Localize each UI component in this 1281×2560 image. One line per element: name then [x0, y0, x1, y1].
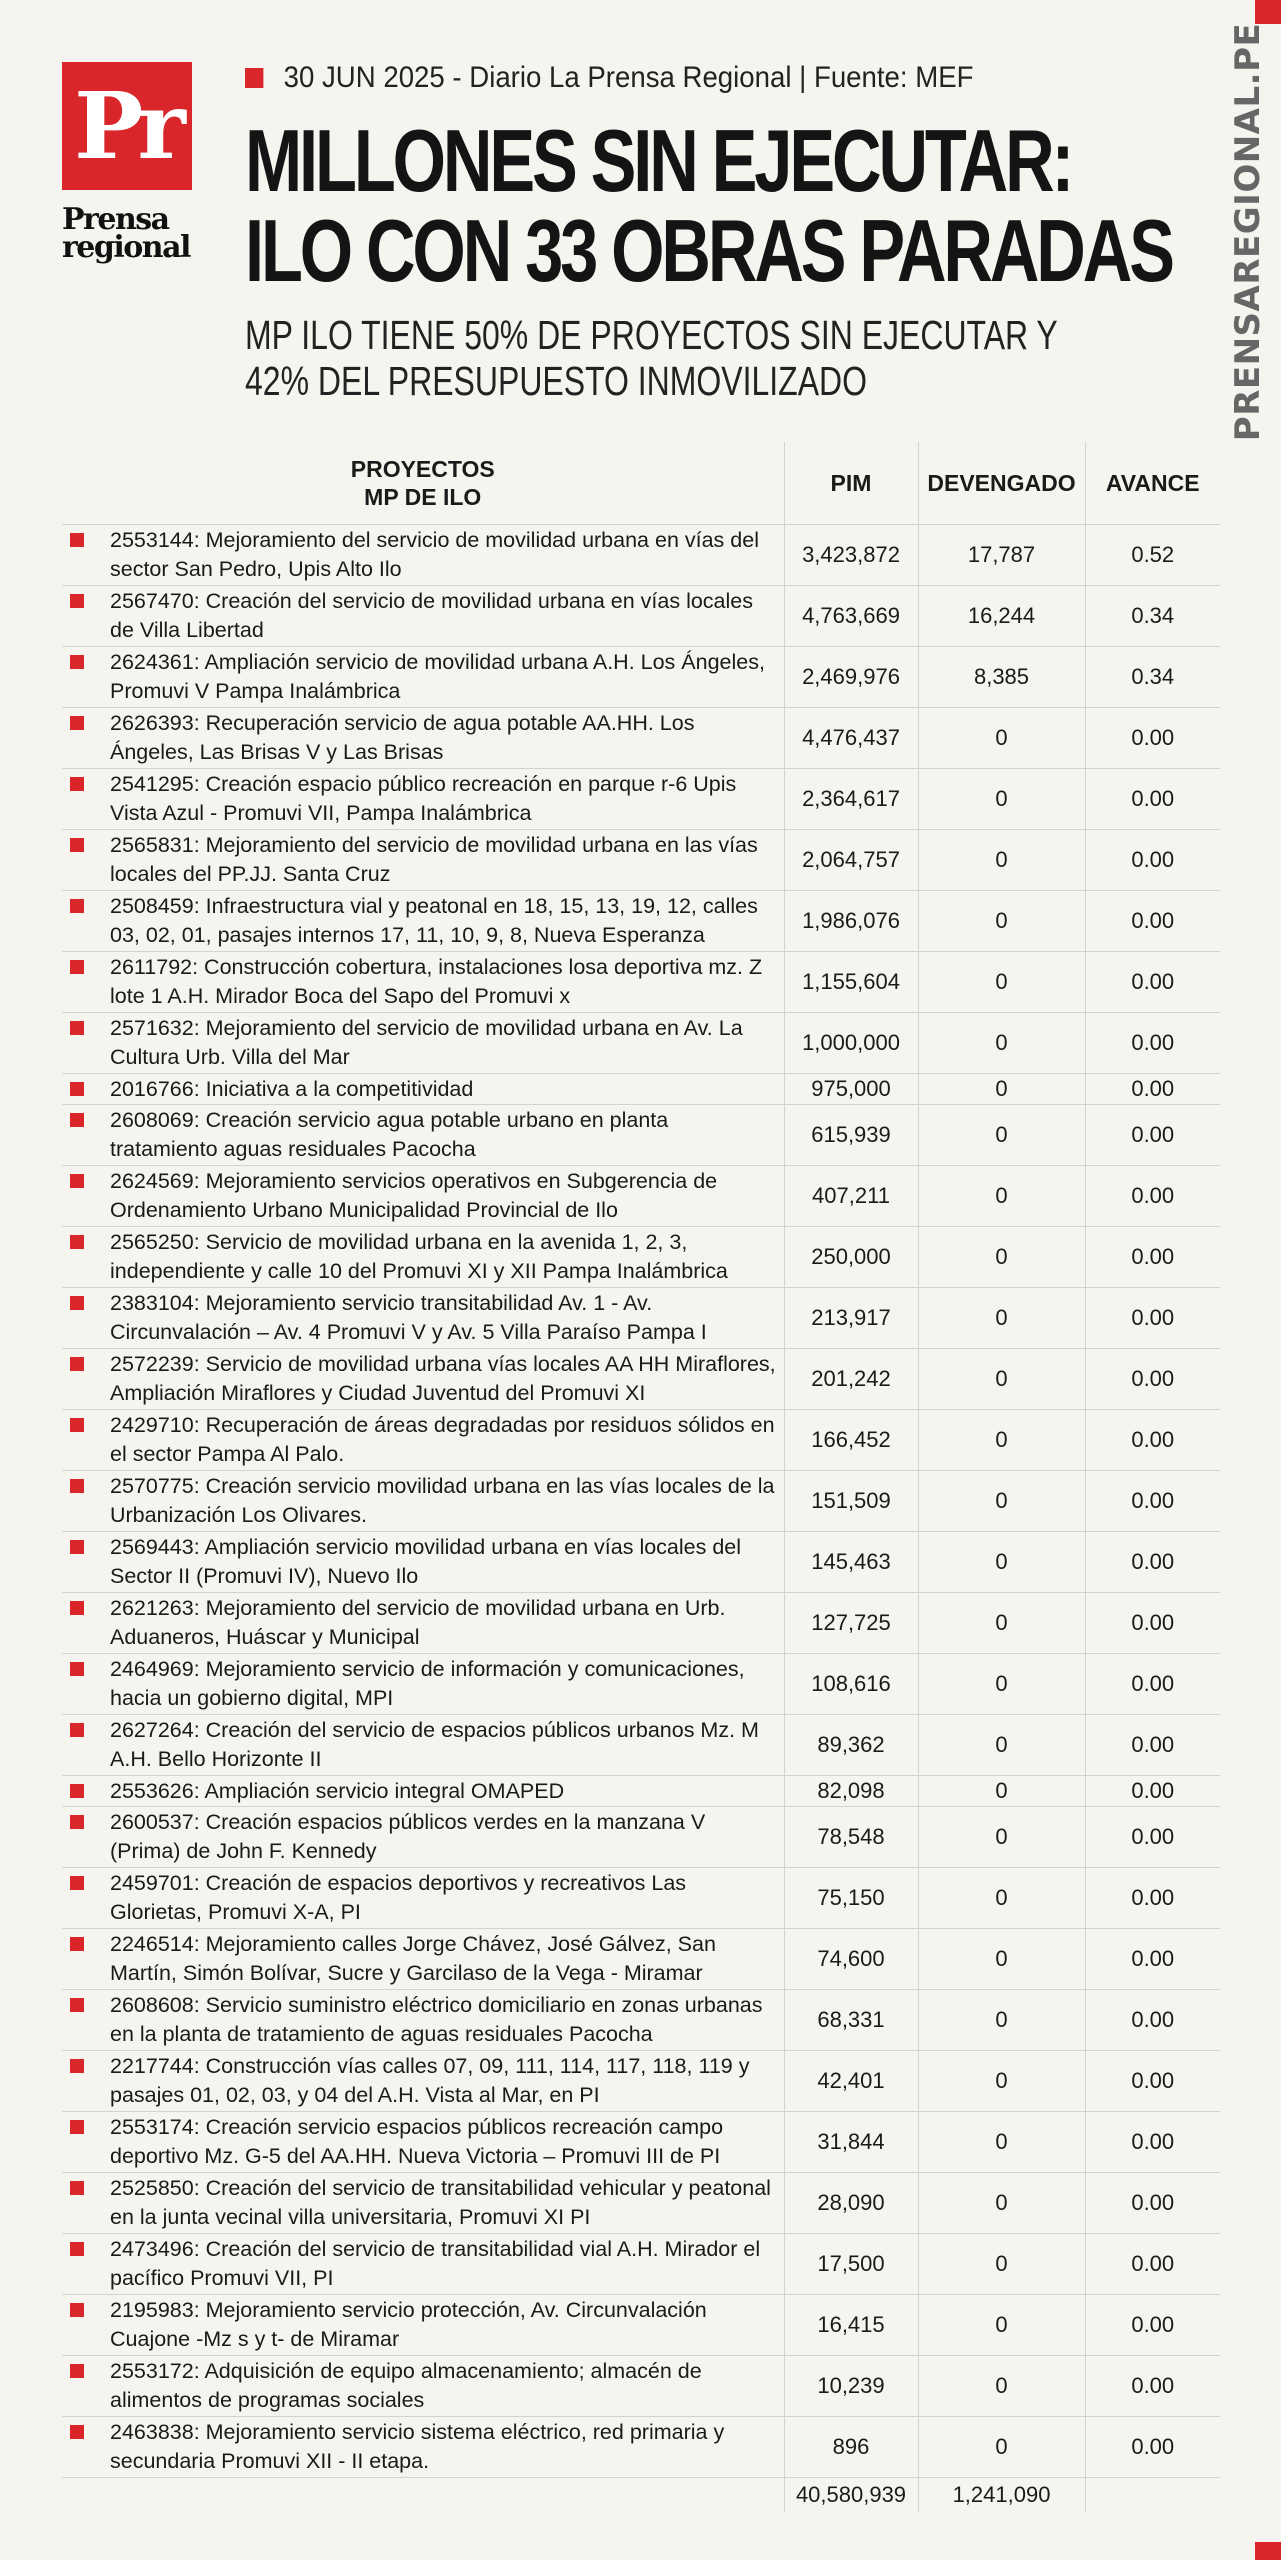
- project-cell-content: [62, 648, 784, 706]
- project-cell-content: [62, 2296, 784, 2354]
- pim-value: 89,362: [784, 1715, 918, 1776]
- square-bullet-icon: [70, 2181, 84, 2195]
- square-bullet-icon: [70, 2364, 84, 2378]
- project-cell: [62, 708, 784, 769]
- project-cell-content: [62, 1808, 784, 1866]
- project-name: 2627264: Creación del servicio de espacios públicos urbanos Mz. M A.H. Bello Horizonte II: [110, 1718, 759, 1771]
- project-name: 2624361: Ampliación servicio de movilidad urbana A.H. Los Ángeles, Promuvi V Pampa Inalámbrica: [110, 650, 765, 703]
- project-cell-content: [62, 1991, 784, 2049]
- pim-value: 1,986,076: [784, 891, 918, 952]
- pim-value: 68,331: [784, 1990, 918, 2051]
- devengado-value: 0: [918, 708, 1085, 769]
- table-row: [62, 1410, 1220, 1471]
- table-row: [62, 525, 1220, 586]
- project-cell: [62, 2356, 784, 2417]
- table-row: [62, 1593, 1220, 1654]
- project-cell: [62, 525, 784, 586]
- table-row: [62, 1776, 1220, 1807]
- project-name: 2429710: Recuperación de áreas degradadas por residuos sólidos en el sector Pampa Al Palo.: [110, 1413, 775, 1466]
- square-bullet-icon: [245, 68, 263, 88]
- devengado-value: 0: [918, 1074, 1085, 1105]
- table-row: [62, 708, 1220, 769]
- devengado-value: 0: [918, 1288, 1085, 1349]
- project-cell-content: [62, 1472, 784, 1530]
- project-cell: [62, 1471, 784, 1532]
- pim-value: 78,548: [784, 1807, 918, 1868]
- table-row: [62, 1166, 1220, 1227]
- pim-value: 145,463: [784, 1532, 918, 1593]
- square-bullet-icon: [70, 1998, 84, 2012]
- project-cell-content: [62, 1167, 784, 1225]
- square-bullet-icon: [70, 1479, 84, 1493]
- avance-value: 0.00: [1085, 1227, 1220, 1288]
- project-cell-content: [62, 2235, 784, 2293]
- table-row: [62, 1929, 1220, 1990]
- project-cell-content: [62, 709, 784, 767]
- project-cell: [62, 1715, 784, 1776]
- square-bullet-icon: [70, 2303, 84, 2317]
- pim-value: 2,469,976: [784, 647, 918, 708]
- avance-value: 0.00: [1085, 830, 1220, 891]
- avance-value: 0.00: [1085, 1349, 1220, 1410]
- project-cell-content: [62, 831, 784, 889]
- devengado-value: 0: [918, 1227, 1085, 1288]
- pim-value: 4,476,437: [784, 708, 918, 769]
- table-row: [62, 1013, 1220, 1074]
- subheadline-line-2: 42% DEL PRESUPUESTO INMOVILIZADO: [245, 358, 868, 404]
- project-cell: [62, 1288, 784, 1349]
- pim-value: 250,000: [784, 1227, 918, 1288]
- project-cell-content: [62, 1777, 784, 1806]
- devengado-value: 0: [918, 2173, 1085, 2234]
- pim-value: 151,509: [784, 1471, 918, 1532]
- devengado-value: 0: [918, 952, 1085, 1013]
- devengado-value: 0: [918, 1929, 1085, 1990]
- table-row: [62, 952, 1220, 1013]
- logo-mark-text: Pr: [74, 72, 180, 180]
- devengado-value: 0: [918, 769, 1085, 830]
- project-name: 2459701: Creación de espacios deportivos y recreativos Las Glorietas, Promuvi X-A, PI: [110, 1871, 687, 1924]
- pim-value: 407,211: [784, 1166, 918, 1227]
- square-bullet-icon: [70, 1113, 84, 1127]
- devengado-value: 16,244: [918, 586, 1085, 647]
- square-bullet-icon: [70, 2242, 84, 2256]
- avance-value: 0.00: [1085, 1990, 1220, 2051]
- pim-value: 2,064,757: [784, 830, 918, 891]
- project-cell-content: [62, 2418, 784, 2476]
- project-name: 2570775: Creación servicio movilidad urbana en las vías locales de la Urbanización Los Olivares.: [110, 1474, 775, 1527]
- avance-value: 0.00: [1085, 769, 1220, 830]
- table-row: [62, 586, 1220, 647]
- project-cell-content: [62, 1075, 784, 1104]
- avance-value: 0.00: [1085, 1654, 1220, 1715]
- devengado-value: 0: [918, 2417, 1085, 2478]
- square-bullet-icon: [70, 1357, 84, 1371]
- pim-value: 615,939: [784, 1105, 918, 1166]
- project-name: 2553626: Ampliación servicio integral OMAPED: [110, 1778, 565, 1803]
- table-row: [62, 2112, 1220, 2173]
- table-row: [62, 2051, 1220, 2112]
- pim-value: 74,600: [784, 1929, 918, 1990]
- project-cell-content: [62, 587, 784, 645]
- table-row: [62, 769, 1220, 830]
- project-cell: [62, 2295, 784, 2356]
- project-name: 2246514: Mejoramiento calles Jorge Chávez, José Gálvez, San Martín, Simón Bolívar, Sucre y Garcilaso de la Vega - Miramar: [110, 1932, 716, 1985]
- project-cell-content: [62, 1594, 784, 1652]
- project-cell: [62, 2112, 784, 2173]
- project-cell: [62, 1593, 784, 1654]
- project-cell: [62, 891, 784, 952]
- project-cell-content: [62, 1655, 784, 1713]
- project-name: 2553144: Mejoramiento del servicio de movilidad urbana en vías del sector San Pedro, Upis Alto Ilo: [110, 528, 759, 581]
- avance-value: 0.00: [1085, 952, 1220, 1013]
- project-cell-content: [62, 1716, 784, 1774]
- square-bullet-icon: [70, 1876, 84, 1890]
- project-cell-content: [62, 1869, 784, 1927]
- project-cell-content: [62, 1930, 784, 1988]
- pim-value: 2,364,617: [784, 769, 918, 830]
- square-bullet-icon: [70, 960, 84, 974]
- table-body: [62, 525, 1220, 2478]
- devengado-value: 17,787: [918, 525, 1085, 586]
- avance-value: 0.00: [1085, 1807, 1220, 1868]
- pim-value: 42,401: [784, 2051, 918, 2112]
- project-cell: [62, 1776, 784, 1807]
- square-bullet-icon: [70, 1082, 84, 1096]
- project-cell-content: [62, 1228, 784, 1286]
- pim-value: 10,239: [784, 2356, 918, 2417]
- devengado-value: 0: [918, 1868, 1085, 1929]
- pim-value: 28,090: [784, 2173, 918, 2234]
- table-row: [62, 647, 1220, 708]
- avance-value: 0.00: [1085, 891, 1220, 952]
- table-row: [62, 2356, 1220, 2417]
- square-bullet-icon: [70, 1662, 84, 1676]
- total-devengado: 1,241,090: [918, 2478, 1085, 2513]
- project-name: 2621263: Mejoramiento del servicio de movilidad urbana en Urb. Aduaneros, Huáscar y Municipal: [110, 1596, 726, 1649]
- dateline-text: 30 JUN 2025 - Diario La Prensa Regional | Fuente: MEF: [283, 61, 974, 94]
- pim-value: 108,616: [784, 1654, 918, 1715]
- square-bullet-icon: [70, 1784, 84, 1798]
- project-cell-content: [62, 2113, 784, 2171]
- avance-value: 0.00: [1085, 1074, 1220, 1105]
- project-cell-content: [62, 1014, 784, 1072]
- table-row: [62, 1715, 1220, 1776]
- project-cell: [62, 1013, 784, 1074]
- square-bullet-icon: [70, 899, 84, 913]
- project-cell: [62, 952, 784, 1013]
- square-bullet-icon: [70, 716, 84, 730]
- square-bullet-icon: [70, 533, 84, 547]
- avance-value: 0.00: [1085, 1105, 1220, 1166]
- project-cell: [62, 586, 784, 647]
- table-row: [62, 1349, 1220, 1410]
- devengado-value: 0: [918, 1166, 1085, 1227]
- table-row: [62, 1288, 1220, 1349]
- column-header-projects: [62, 442, 784, 525]
- project-name: 2217744: Construcción vías calles 07, 09, 111, 114, 117, 118, 119 y pasajes 01, 02, 03, y 04 del A.H. Vista al Mar, en PI: [110, 2054, 750, 2107]
- project-cell-content: [62, 892, 784, 950]
- avance-value: 0.00: [1085, 2417, 1220, 2478]
- project-cell: [62, 2417, 784, 2478]
- project-cell-content: [62, 1350, 784, 1408]
- square-bullet-icon: [70, 1540, 84, 1554]
- project-name: 2383104: Mejoramiento servicio transitabilidad Av. 1 - Av. Circunvalación – Av. 4 Promuvi V y Av. 5 Villa Paraíso Pampa I: [110, 1291, 707, 1344]
- table-row: [62, 1868, 1220, 1929]
- avance-value: 0.00: [1085, 2356, 1220, 2417]
- table-row: [62, 1105, 1220, 1166]
- project-name: 2508459: Infraestructura vial y peatonal en 18, 15, 13, 19, 12, calles 03, 02, 01, pasajes internos 17, 11, 10, 9, 8, Nueva Esperanza: [110, 894, 758, 947]
- devengado-value: 0: [918, 1105, 1085, 1166]
- square-bullet-icon: [70, 838, 84, 852]
- pim-value: 213,917: [784, 1288, 918, 1349]
- square-bullet-icon: [70, 1235, 84, 1249]
- project-cell-content: [62, 1106, 784, 1164]
- project-cell-content: [62, 1411, 784, 1469]
- project-cell-content: [62, 526, 784, 584]
- project-cell: [62, 1074, 784, 1105]
- avance-value: 0.00: [1085, 1776, 1220, 1807]
- avance-value: 0.00: [1085, 1471, 1220, 1532]
- totals-label-cell: [62, 2478, 784, 2513]
- devengado-value: 0: [918, 2295, 1085, 2356]
- project-cell: [62, 1654, 784, 1715]
- square-bullet-icon: [70, 2425, 84, 2439]
- avance-value: 0.00: [1085, 1868, 1220, 1929]
- project-cell: [62, 1532, 784, 1593]
- column-header-projects-line-2: MP DE ILO: [364, 484, 482, 510]
- devengado-value: 0: [918, 1776, 1085, 1807]
- project-name: 2626393: Recuperación servicio de agua potable AA.HH. Los Ángeles, Las Brisas V y Las Brisas: [110, 711, 695, 764]
- pim-value: 82,098: [784, 1776, 918, 1807]
- project-name: 2195983: Mejoramiento servicio protección, Av. Circunvalación Cuajone -Mz s y t- de Miramar: [110, 2298, 707, 2351]
- avance-value: 0.00: [1085, 2051, 1220, 2112]
- side-brand-url: PRENSAREGIONAL.PE: [1228, 22, 1268, 442]
- pim-value: 201,242: [784, 1349, 918, 1410]
- project-name: 2463838: Mejoramiento servicio sistema eléctrico, red primaria y secundaria Promuvi XII - II etapa.: [110, 2420, 725, 2473]
- devengado-value: 0: [918, 1654, 1085, 1715]
- square-bullet-icon: [70, 1723, 84, 1737]
- devengado-value: 0: [918, 2112, 1085, 2173]
- project-cell: [62, 647, 784, 708]
- project-cell: [62, 1349, 784, 1410]
- devengado-value: 0: [918, 1471, 1085, 1532]
- column-header-avance: AVANCE: [1085, 442, 1220, 525]
- project-cell: [62, 2234, 784, 2295]
- square-bullet-icon: [70, 655, 84, 669]
- logo-mark: [62, 62, 192, 190]
- avance-value: 0.00: [1085, 1593, 1220, 1654]
- project-cell: [62, 1990, 784, 2051]
- table-row: [62, 1471, 1220, 1532]
- avance-value: 0.34: [1085, 647, 1220, 708]
- avance-value: 0.00: [1085, 1288, 1220, 1349]
- column-header-devengado: DEVENGADO: [918, 442, 1085, 525]
- table-row: [62, 891, 1220, 952]
- square-bullet-icon: [70, 1937, 84, 1951]
- project-name: 2473496: Creación del servicio de transitabilidad vial A.H. Mirador el pacífico Promuvi VII, PI: [110, 2237, 761, 2290]
- table-row: [62, 1074, 1220, 1105]
- projects-table: [62, 442, 1220, 2512]
- avance-value: 0.00: [1085, 2112, 1220, 2173]
- pim-value: 3,423,872: [784, 525, 918, 586]
- total-pim: 40,580,939: [784, 2478, 918, 2513]
- pim-value: 1,000,000: [784, 1013, 918, 1074]
- project-name: 2608069: Creación servicio agua potable urbano en planta tratamiento aguas residuales Pacocha: [110, 1108, 669, 1161]
- project-name: 2553172: Adquisición de equipo almacenamiento; almacén de alimentos de programas sociales: [110, 2359, 702, 2412]
- table-row: [62, 1807, 1220, 1868]
- devengado-value: 0: [918, 1593, 1085, 1654]
- devengado-value: 0: [918, 2356, 1085, 2417]
- square-bullet-icon: [70, 777, 84, 791]
- square-bullet-icon: [70, 1021, 84, 1035]
- avance-value: 0.00: [1085, 1715, 1220, 1776]
- project-name: 2611792: Construcción cobertura, instalaciones losa deportiva mz. Z lote 1 A.H. Mirador Boca del Sapo del Promuvi x: [110, 955, 763, 1008]
- subheadline-line-1: MP ILO TIENE 50% DE PROYECTOS SIN EJECUTAR Y: [245, 312, 1058, 358]
- project-cell: [62, 2051, 784, 2112]
- corner-accent-bottom: [1255, 2542, 1281, 2560]
- table-row: [62, 1532, 1220, 1593]
- project-cell-content: [62, 770, 784, 828]
- project-cell-content: [62, 953, 784, 1011]
- table-row: [62, 2417, 1220, 2478]
- devengado-value: 0: [918, 891, 1085, 952]
- pim-value: 127,725: [784, 1593, 918, 1654]
- corner-accent-top: [1255, 0, 1281, 24]
- square-bullet-icon: [70, 1815, 84, 1829]
- avance-value: 0.34: [1085, 586, 1220, 647]
- project-name: 2016766: Iniciativa a la competitividad: [110, 1076, 474, 1101]
- pim-value: 17,500: [784, 2234, 918, 2295]
- headline-line-1: MILLONES SIN EJECUTAR:: [245, 111, 1072, 210]
- devengado-value: 0: [918, 1990, 1085, 2051]
- table-row: [62, 830, 1220, 891]
- table-row: [62, 2173, 1220, 2234]
- avance-value: 0.52: [1085, 525, 1220, 586]
- pim-value: 4,763,669: [784, 586, 918, 647]
- table-row: [62, 1227, 1220, 1288]
- column-header-projects-line-1: PROYECTOS: [350, 456, 495, 482]
- headline-line-2: ILO CON 33 OBRAS PARADAS: [245, 201, 1172, 300]
- avance-value: 0.00: [1085, 2173, 1220, 2234]
- project-cell-content: [62, 2357, 784, 2415]
- project-name: 2541295: Creación espacio público recreación en parque r-6 Upis Vista Azul - Promuvi VII, Pampa Inalámbrica: [110, 772, 737, 825]
- project-cell: [62, 1410, 784, 1471]
- table-header-row: [62, 442, 1220, 525]
- devengado-value: 8,385: [918, 647, 1085, 708]
- pim-value: 31,844: [784, 2112, 918, 2173]
- headline: [245, 111, 1172, 300]
- devengado-value: 0: [918, 1013, 1085, 1074]
- project-cell-content: [62, 1289, 784, 1347]
- project-cell-content: [62, 2052, 784, 2110]
- project-cell: [62, 1227, 784, 1288]
- avance-value: 0.00: [1085, 708, 1220, 769]
- project-name: 2525850: Creación del servicio de transitabilidad vehicular y peatonal en la junta vecinal villa universitaria, Promuvi XI PI: [110, 2176, 771, 2229]
- project-cell: [62, 1929, 784, 1990]
- project-cell: [62, 830, 784, 891]
- square-bullet-icon: [70, 2059, 84, 2073]
- project-cell: [62, 2173, 784, 2234]
- project-name: 2565250: Servicio de movilidad urbana en la avenida 1, 2, 3, independiente y calle 10 del Promuvi XI y XII Pampa Inalámbrica: [110, 1230, 728, 1283]
- project-name: 2553174: Creación servicio espacios públicos recreación campo deportivo Mz. G-5 del AA.HH. Nueva Victoria – Promuvi III de PI: [110, 2115, 724, 2168]
- devengado-value: 0: [918, 1410, 1085, 1471]
- total-avance-cell: [1085, 2478, 1220, 2513]
- square-bullet-icon: [70, 594, 84, 608]
- avance-value: 0.00: [1085, 1013, 1220, 1074]
- totals-row: [62, 2478, 1220, 2513]
- pim-value: 896: [784, 2417, 918, 2478]
- project-cell-content: [62, 1533, 784, 1591]
- avance-value: 0.00: [1085, 1410, 1220, 1471]
- project-name: 2565831: Mejoramiento del servicio de movilidad urbana en las vías locales del PP.JJ. Santa Cruz: [110, 833, 758, 886]
- pim-value: 75,150: [784, 1868, 918, 1929]
- devengado-value: 0: [918, 1349, 1085, 1410]
- project-name: 2608608: Servicio suministro eléctrico domiciliario en zonas urbanas en la planta de tratamiento de aguas residuales Pacocha: [110, 1993, 763, 2046]
- project-name: 2600537: Creación espacios públicos verdes en la manzana V (Prima) de John F. Kennedy: [110, 1810, 706, 1863]
- table-row: [62, 2295, 1220, 2356]
- table-row: [62, 1990, 1220, 2051]
- project-name: 2624569: Mejoramiento servicios operativos en Subgerencia de Ordenamiento Urbano Municipalidad Provincial de Ilo: [110, 1169, 718, 1222]
- project-name: 2567470: Creación del servicio de movilidad urbana en vías locales de Villa Libertad: [110, 589, 753, 642]
- square-bullet-icon: [70, 2120, 84, 2134]
- logo-wordmark: Prensa regional: [62, 202, 190, 265]
- avance-value: 0.00: [1085, 1532, 1220, 1593]
- project-cell: [62, 1166, 784, 1227]
- devengado-value: 0: [918, 830, 1085, 891]
- project-cell: [62, 769, 784, 830]
- avance-value: 0.00: [1085, 2234, 1220, 2295]
- square-bullet-icon: [70, 1601, 84, 1615]
- project-name: 2571632: Mejoramiento del servicio de movilidad urbana en Av. La Cultura Urb. Villa del Mar: [110, 1016, 743, 1069]
- project-name: 2569443: Ampliación servicio movilidad urbana en vías locales del Sector II (Promuvi IV), Nuevo Ilo: [110, 1535, 742, 1588]
- project-name: 2464969: Mejoramiento servicio de información y comunicaciones, hacia un gobierno digital, MPI: [110, 1657, 745, 1710]
- pim-value: 1,155,604: [784, 952, 918, 1013]
- table-row: [62, 2234, 1220, 2295]
- devengado-value: 0: [918, 2234, 1085, 2295]
- project-cell: [62, 1807, 784, 1868]
- project-cell: [62, 1868, 784, 1929]
- subheadline: [245, 312, 1058, 404]
- pim-value: 16,415: [784, 2295, 918, 2356]
- project-name: 2572239: Servicio de movilidad urbana vías locales AA HH Miraflores, Ampliación Miraflores y Ciudad Juventud del Promuvi XI: [110, 1352, 776, 1405]
- square-bullet-icon: [70, 1296, 84, 1310]
- avance-value: 0.00: [1085, 1166, 1220, 1227]
- column-header-pim: PIM: [784, 442, 918, 525]
- square-bullet-icon: [70, 1418, 84, 1432]
- devengado-value: 0: [918, 1532, 1085, 1593]
- pim-value: 166,452: [784, 1410, 918, 1471]
- devengado-value: 0: [918, 1715, 1085, 1776]
- devengado-value: 0: [918, 2051, 1085, 2112]
- avance-value: 0.00: [1085, 1929, 1220, 1990]
- avance-value: 0.00: [1085, 2295, 1220, 2356]
- dateline: [245, 58, 973, 98]
- project-cell-content: [62, 2174, 784, 2232]
- square-bullet-icon: [70, 1174, 84, 1188]
- table-row: [62, 1654, 1220, 1715]
- devengado-value: 0: [918, 1807, 1085, 1868]
- pim-value: 975,000: [784, 1074, 918, 1105]
- project-cell: [62, 1105, 784, 1166]
